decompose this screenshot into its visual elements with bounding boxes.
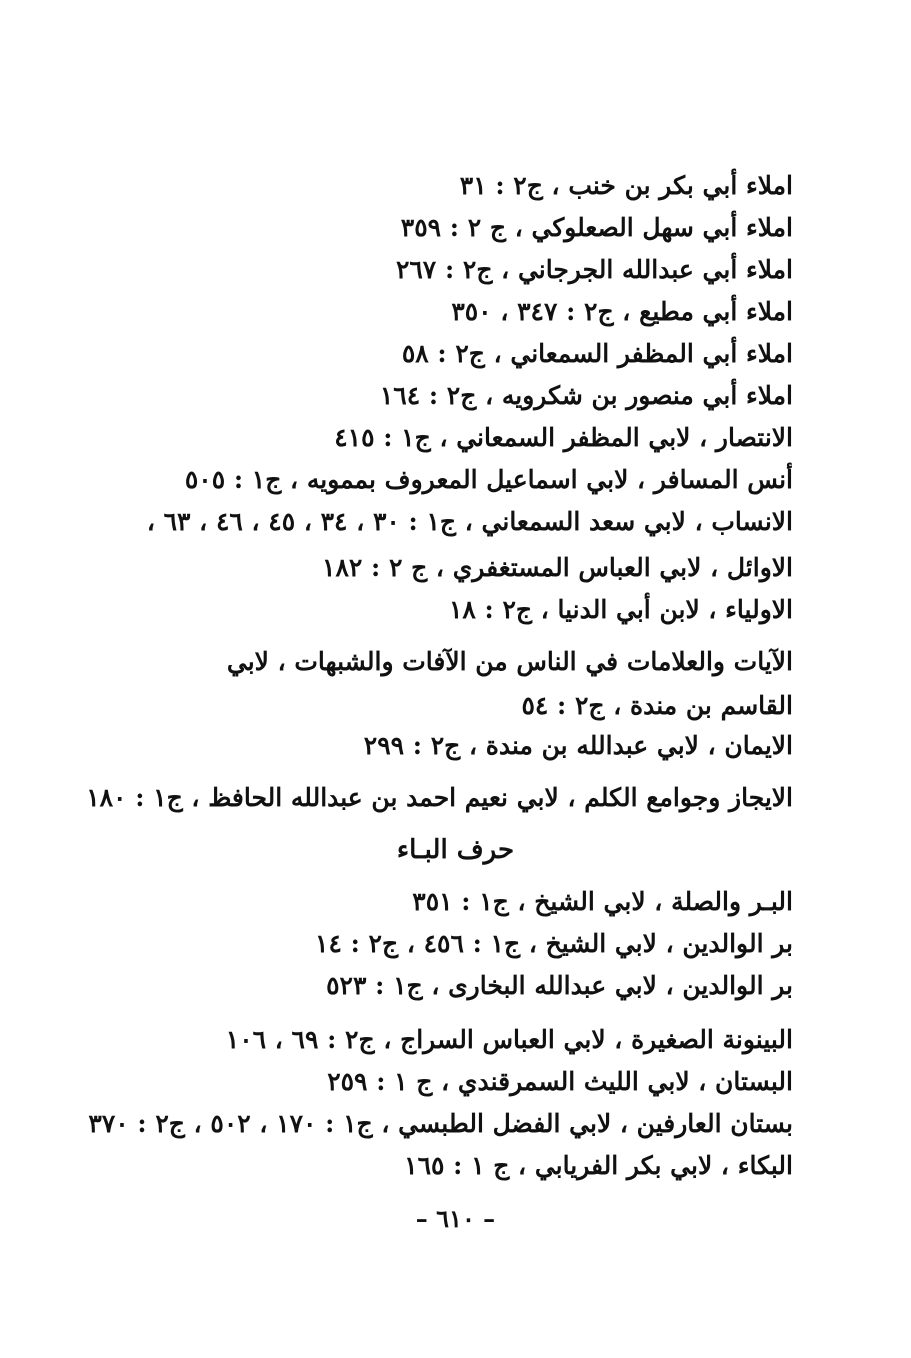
index-entry: املاء أبي عبدالله الجرجاني ، ج٢ : ٢٦٧: [395, 255, 793, 284]
index-entry: املاء أبي المظفر السمعاني ، ج٢ : ٥٨: [401, 339, 793, 368]
index-entry: الانتصار ، لابي المظفر السمعاني ، ج١ : ٤١٥: [334, 423, 793, 452]
index-entry: الايمان ، لابي عبدالله بن مندة ، ج٢ : ٢٩٩: [363, 731, 793, 760]
index-entry: بر الوالدين ، لابي الشيخ ، ج١ : ٤٥٦ ، ج٢ : ١٤: [315, 929, 793, 958]
index-entry: املاء أبي سهل الصعلوكي ، ج ٢ : ٣٥٩: [400, 213, 793, 242]
page-number: – ٦١٠ –: [415, 1204, 496, 1233]
index-entry-multiline: الآيات والعلامات في الناس من الآفات والشبهات ، لابي القاسم بن مندة ، ج٢ : ٥٤: [226, 647, 793, 720]
index-entry: البستان ، لابي الليث السمرقندي ، ج ١ : ٢٥٩: [327, 1067, 793, 1096]
index-entry: املاء أبي بكر بن خنب ، ج٢ : ٣١: [459, 171, 793, 200]
index-entry: الانساب ، لابي سعد السمعاني ، ج١ : ٣٠ ، ٣٤ ، ٤٥ ، ٤٦ ، ٦٣ ،: [146, 507, 793, 536]
index-entry: الايجاز وجوامع الكلم ، لابي نعيم احمد بن عبدالله الحافظ ، ج١ : ١٨٠: [86, 783, 793, 812]
index-entry: البـر والصلة ، لابي الشيخ ، ج١ : ٣٥١: [412, 887, 793, 916]
section-heading-text: حرف البـاء: [396, 835, 515, 865]
index-entry: البينونة الصغيرة ، لابي العباس السراج ، ج٢ : ٦٩ ، ١٠٦: [225, 1025, 793, 1054]
index-entry: الاولياء ، لابن أبي الدنيا ، ج٢ : ١٨: [448, 595, 793, 624]
index-entry: الاوائل ، لابي العباس المستغفري ، ج ٢ : ١٨٢: [322, 553, 793, 582]
index-entry: أنس المسافر ، لابي اسماعيل المعروف بممويه ، ج١ : ٥٠٥: [184, 465, 793, 494]
index-entry: املاء أبي منصور بن شكرويه ، ج٢ : ١٦٤: [379, 381, 793, 410]
section-heading: [0, 834, 911, 866]
index-entry: املاء أبي مطيع ، ج٢ : ٣٤٧ ، ٣٥٠: [451, 297, 793, 326]
index-entry: بر الوالدين ، لابي عبدالله البخارى ، ج١ : ٥٢٣: [326, 971, 793, 1000]
index-entry: بستان العارفين ، لابي الفضل الطبسي ، ج١ : ١٧٠ ، ٥٠٢ ، ج٢ : ٣٧٠: [88, 1109, 793, 1138]
index-entry: البكاء ، لابي بكر الفريابي ، ج ١ : ١٦٥: [404, 1151, 793, 1180]
